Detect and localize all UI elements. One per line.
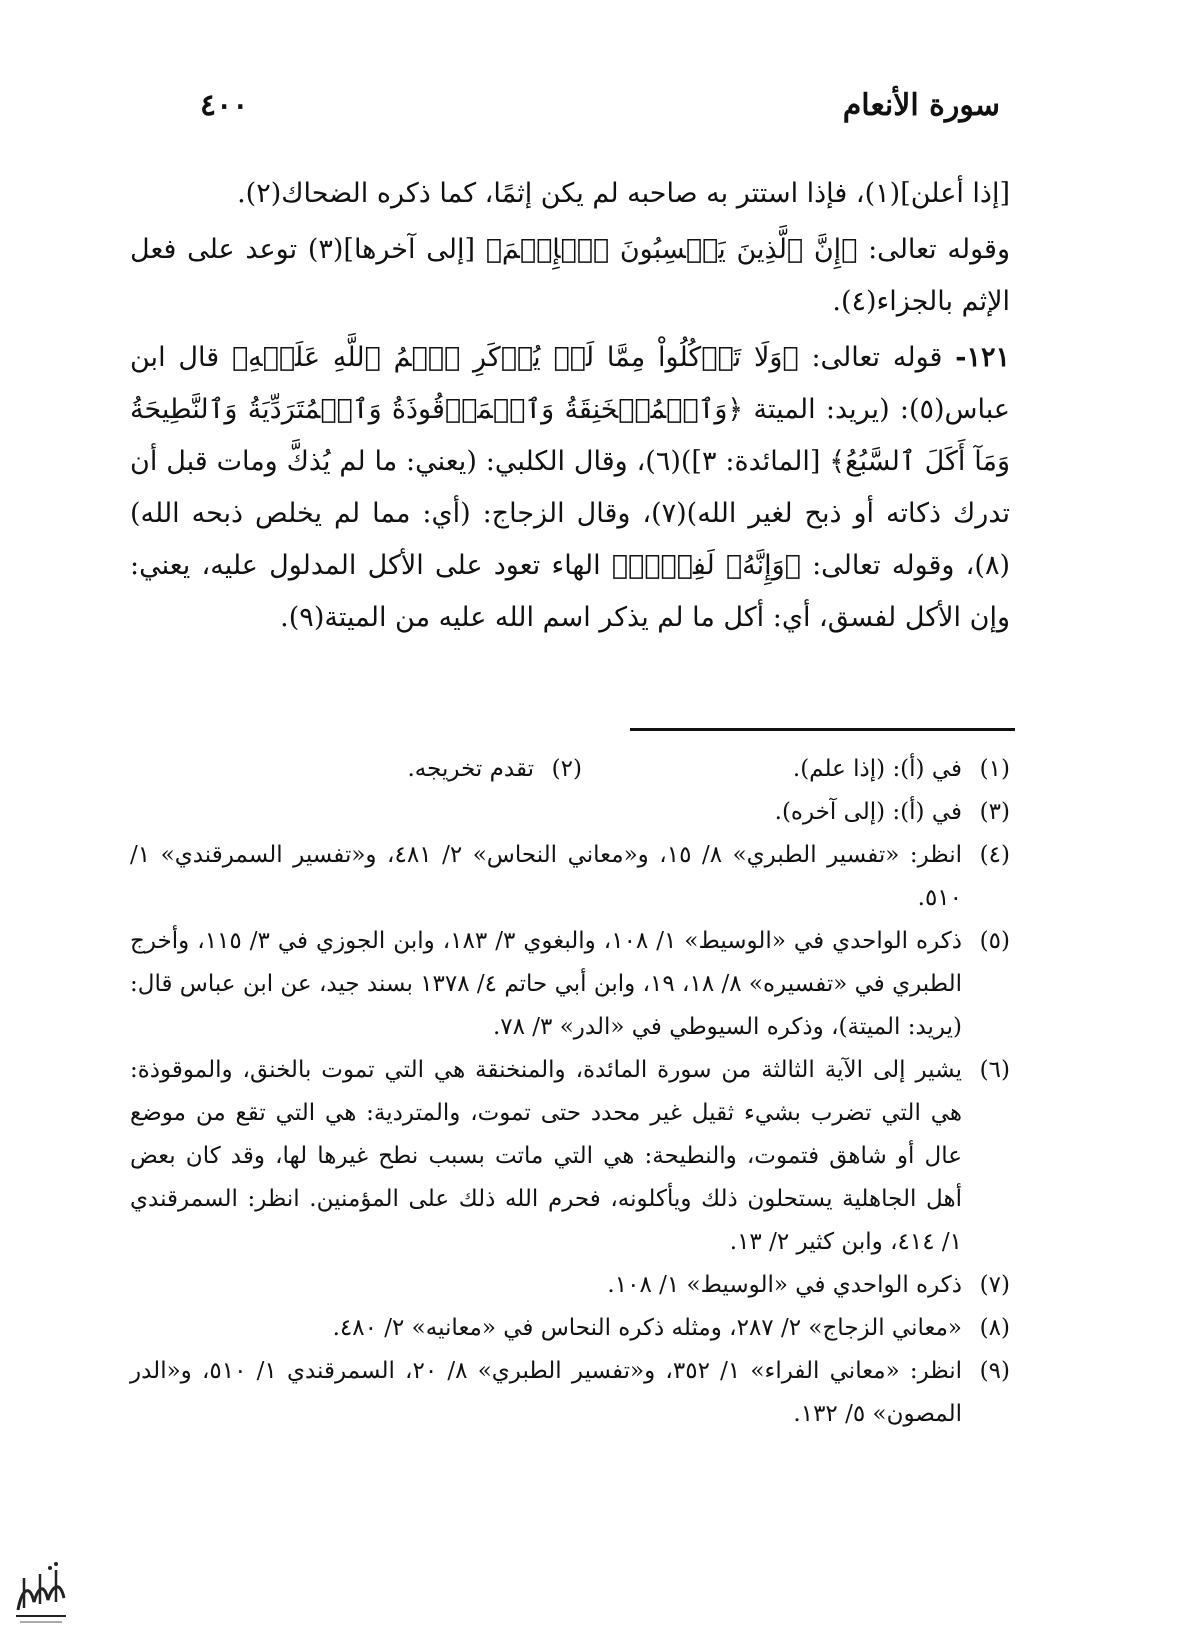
footnote-7 (130, 1264, 1010, 1307)
page-number: ٤٠٠ (200, 88, 249, 123)
footnote-8 (130, 1307, 1010, 1350)
footnotes (130, 748, 1010, 1436)
footnote-number: (٩) (979, 1358, 1010, 1384)
footnote-number: (٨) (979, 1315, 1010, 1341)
footnote-text: ذكره الواحدي في «الوسيط» ١/ ١٠٨. (607, 1272, 962, 1298)
surah-title: سورة الأنعام (842, 88, 1000, 123)
footnote-9 (130, 1350, 1010, 1436)
paragraph-2: وقوله تعالى: ﴿إِنَّ ٱلَّذِينَ يَكۡسِبُونَ ٱلۡإِثۡمَ﴾ [إلى آخرها](٣) توعد على فعل الإثم بالجزاء(٤). (130, 234, 1010, 317)
footnote-text: انظر: «تفسير الطبري» ٨/ ١٥، و«معاني النحاس» ٢/ ٤٨١، و«تفسير السمرقندي» ١/ ٥١٠. (130, 842, 962, 911)
footnote-number: (٥) (979, 928, 1010, 954)
footnote-text: انظر: «معاني الفراء» ١/ ٣٥٢، و«تفسير الطبري» ٨/ ٢٠، السمرقندي ١/ ٥١٠، و«الدر المصون» ٥/ ١٣٢. (130, 1358, 962, 1427)
footnote-5 (130, 920, 1010, 1049)
footnote-number: (٣) (979, 799, 1010, 825)
main-text (130, 168, 1010, 644)
footnote-number: (٧) (979, 1272, 1010, 1298)
footnote-number: (٦) (979, 1057, 1010, 1083)
verse-number: ١٢١- (955, 342, 1010, 373)
paragraph-1: [إذا أعلن](١)، فإذا استتر به صاحبه لم يكن إثمًا، كما ذكره الضحاك(٢). (237, 178, 1010, 209)
footnote-divider (630, 728, 1015, 731)
footnote-number: (١) (979, 756, 1010, 782)
paragraph-3-text: قوله تعالى: ﴿وَلَا تَأۡكُلُواْ مِمَّا لَمۡ يُذۡكَرِ ٱسۡمُ ٱللَّهِ عَلَيۡهِ﴾ قال ابن عباس(٥): (يريد: الميتة ﴿وَٱلۡمُنۡخَنِقَةُ وَٱلۡمَوۡقُوذَةُ وَٱلۡمُتَرَدِّيَةُ وَٱلنَّطِيحَةُ وَمَآ أَكَلَ ٱلسَّبُعُ﴾ [المائدة: ٣])(٦)، وقال الكلبي: (يعني: ما لم يُذكَّ ومات قبل أن تدرك ذكاته أو ذبح لغير الله)(٧)، وقال الزجاج: (أي: مما لم يخلص ذبحه الله)(٨)، وقوله تعالى: ﴿وَإِنَّهُۥ لَفِسۡقٞ﴾ الهاء تعود على الأكل المدلول عليه، يعني: وإن الأكل لفسق، أي: أكل ما لم يذكر اسم الله عليه من الميتة(٩). (130, 342, 1011, 633)
footnote-text: في (أ): (إلى آخره). (774, 799, 962, 825)
footnote-text: يشير إلى الآية الثالثة من سورة المائدة، والمنخنقة هي التي تموت بالخنق، والموقوذة: هي التي تضرب بشيء ثقيل غير محدد حتى تموت، والمتردية: هي التي تقع من موضع عال أو شاهق فتموت، والنطيحة: هي التي ماتت بسبب نطح غيرها لها، وقد كان بعض أهل الجاهلية يستحلون ذلك ويأكلونه، فحرم الله ذلك على المؤمنين. انظر: السمرقندي ١/ ٤١٤، وابن كثير ٢/ ١٣. (130, 1057, 962, 1255)
footnote-number: (٢) (551, 756, 582, 782)
footnote-number: (٤) (979, 842, 1010, 868)
footnote-text: «معاني الزجاج» ٢/ ٢٨٧، ومثله ذكره النحاس في «معانيه» ٢/ ٤٨٠. (332, 1315, 962, 1341)
footnote-1-2 (130, 748, 1010, 791)
publisher-logo (10, 1558, 72, 1628)
footnote-3 (130, 791, 1010, 834)
footnote-text: تقدم تخريجه. (407, 756, 534, 782)
footnote-text: في (أ): (إذا علم). (792, 756, 962, 782)
page-header (200, 88, 1000, 138)
footnote-4 (130, 834, 1010, 920)
paragraph-3 (130, 332, 1010, 644)
footnote-6 (130, 1049, 1010, 1264)
footnote-text: ذكره الواحدي في «الوسيط» ١/ ١٠٨، والبغوي ٣/ ١٨٣، وابن الجوزي في ٣/ ١١٥، وأخرج الطبري في «تفسيره» ٨/ ١٨، ١٩، وابن أبي حاتم ٤/ ١٣٧٨ بسند جيد، عن ابن عباس قال: (يريد: الميتة)، وذكره السيوطي في «الدر» ٣/ ٧٨. (129, 928, 962, 1040)
